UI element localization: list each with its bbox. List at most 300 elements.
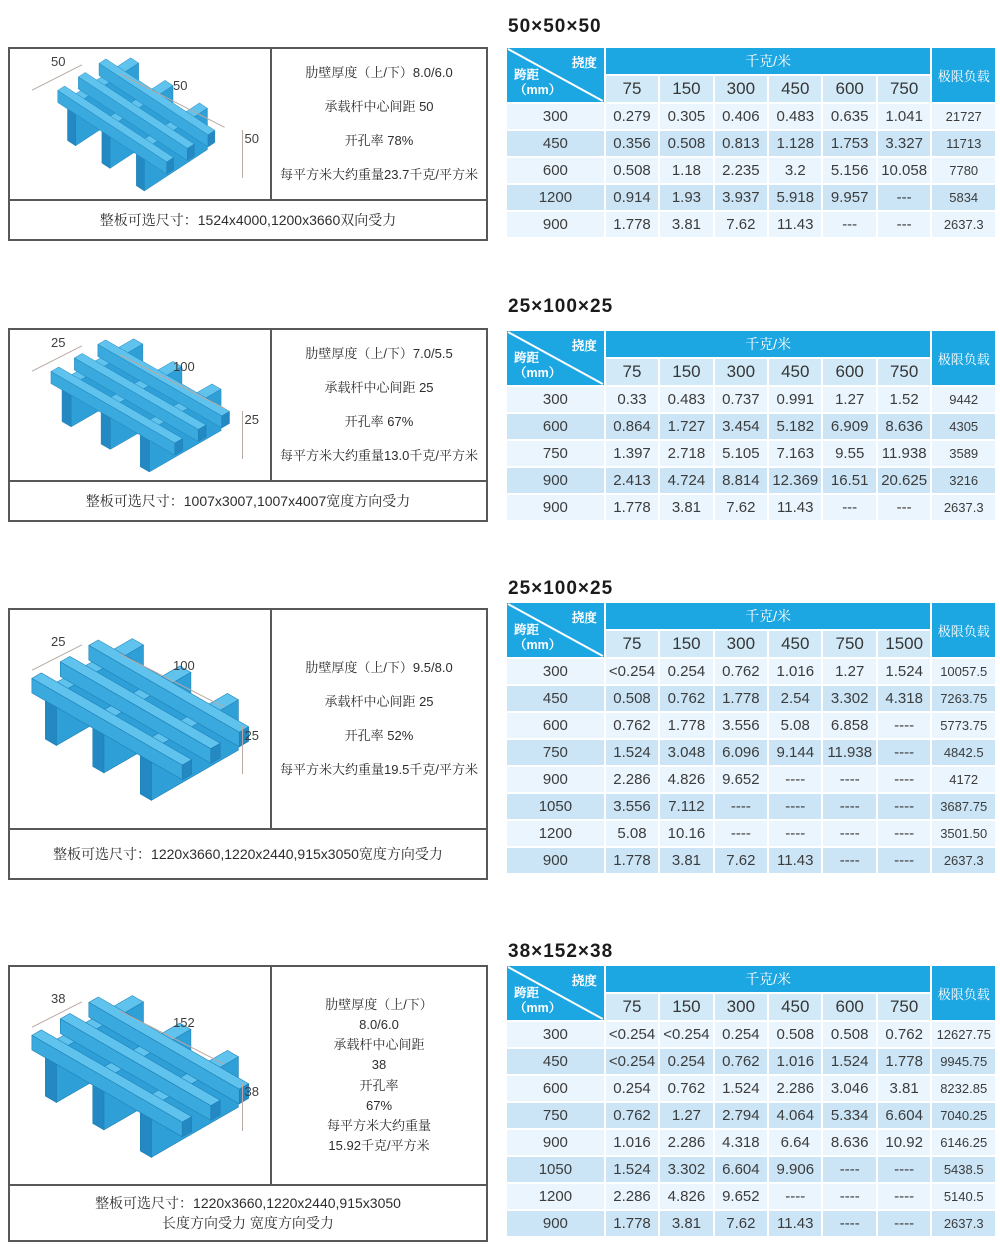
span-cell: 600 bbox=[507, 414, 604, 439]
span-cell: 1050 bbox=[507, 1157, 604, 1182]
deflection-value-cell: 1.397 bbox=[606, 441, 658, 466]
deflection-value-cell: ---- bbox=[769, 767, 821, 792]
span-header: 跨距 （mm） bbox=[514, 68, 562, 97]
ultimate-load-cell: 10057.5 bbox=[932, 659, 995, 684]
deflection-value-cell: 0.762 bbox=[606, 1103, 658, 1128]
ultimate-load-cell: 12627.75 bbox=[932, 1022, 995, 1047]
deflection-column-header: 600 bbox=[823, 76, 875, 102]
span-header: 跨距 （mm） bbox=[514, 351, 562, 380]
deflection-value-cell: 2.286 bbox=[660, 1130, 712, 1155]
spec-line: 肋壁厚度（上/下）9.5/8.0 bbox=[305, 659, 453, 675]
deflection-value-cell: 0.508 bbox=[660, 131, 712, 156]
deflection-value-cell: 1.524 bbox=[606, 740, 658, 765]
deflection-value-cell: 4.826 bbox=[660, 1184, 712, 1209]
deflection-value-cell: 0.254 bbox=[606, 1076, 658, 1101]
ultimate-load-cell: 6146.25 bbox=[932, 1130, 995, 1155]
dimension-label: 25 bbox=[244, 412, 259, 427]
deflection-column-header: 75 bbox=[606, 76, 658, 102]
spec-panel bbox=[8, 47, 488, 241]
deflection-column-header: 1500 bbox=[878, 631, 931, 657]
deflection-value-cell: 2.286 bbox=[606, 1184, 658, 1209]
deflection-column-header: 75 bbox=[606, 631, 658, 657]
deflection-value-cell: 1.93 bbox=[660, 185, 712, 210]
spec-panel bbox=[8, 328, 488, 522]
deflection-value-cell: 0.356 bbox=[606, 131, 658, 156]
deflection-value-cell: 1.778 bbox=[606, 495, 658, 520]
deflection-value-cell: 0.254 bbox=[660, 1049, 712, 1074]
deflection-column-header: 450 bbox=[769, 76, 821, 102]
ultimate-load-cell: 2637.3 bbox=[932, 848, 995, 873]
table-row bbox=[507, 1022, 995, 1047]
span-cell: 450 bbox=[507, 1049, 604, 1074]
deflection-value-cell: 0.635 bbox=[823, 104, 875, 129]
dimension-label: 50 bbox=[51, 54, 66, 69]
deflection-value-cell: 1.778 bbox=[606, 212, 658, 237]
deflection-value-cell: ---- bbox=[878, 1157, 931, 1182]
ultimate-load-cell: 2637.3 bbox=[932, 495, 995, 520]
deflection-value-cell: 1.27 bbox=[823, 387, 875, 412]
load-table bbox=[505, 46, 997, 239]
grating-diagram-image bbox=[21, 54, 259, 194]
deflection-value-cell: 3.556 bbox=[606, 794, 658, 819]
deflection-value-cell: ---- bbox=[878, 767, 931, 792]
deflection-value-cell: 0.762 bbox=[660, 686, 712, 711]
deflection-value-cell: 9.906 bbox=[769, 1157, 821, 1182]
deflection-value-cell: 1.524 bbox=[878, 659, 931, 684]
deflection-value-cell: 3.327 bbox=[878, 131, 931, 156]
span-cell: 1200 bbox=[507, 1184, 604, 1209]
span-cell: 450 bbox=[507, 686, 604, 711]
ultimate-load-cell: 4172 bbox=[932, 767, 995, 792]
deflection-value-cell: <0.254 bbox=[606, 1022, 658, 1047]
table-row bbox=[507, 131, 995, 156]
deflection-value-cell: 1.041 bbox=[878, 104, 931, 129]
deflection-value-cell: 4.826 bbox=[660, 767, 712, 792]
deflection-value-cell: 2.54 bbox=[769, 686, 821, 711]
deflection-value-cell: 0.914 bbox=[606, 185, 658, 210]
ultimate-load-cell: 21727 bbox=[932, 104, 995, 129]
deflection-column-header: 300 bbox=[715, 994, 767, 1020]
deflection-value-cell: ---- bbox=[823, 1211, 875, 1236]
ultimate-load-cell: 7040.25 bbox=[932, 1103, 995, 1128]
deflection-column-header: 450 bbox=[769, 359, 821, 385]
span-cell: 750 bbox=[507, 740, 604, 765]
span-cell: 900 bbox=[507, 848, 604, 873]
span-header: 跨距 （mm） bbox=[514, 986, 562, 1015]
deflection-header: 挠度 bbox=[571, 611, 597, 625]
table-row bbox=[507, 713, 995, 738]
deflection-column-header: 150 bbox=[660, 994, 712, 1020]
deflection-value-cell: 1.778 bbox=[878, 1049, 931, 1074]
deflection-value-cell: 3.454 bbox=[715, 414, 767, 439]
spec-line: 承载杆中心间距 25 bbox=[324, 379, 434, 395]
table-row bbox=[507, 212, 995, 237]
grating-diagram-image bbox=[21, 634, 259, 804]
deflection-value-cell: --- bbox=[823, 212, 875, 237]
deflection-value-cell: 8.636 bbox=[878, 414, 931, 439]
ultimate-load-header: 极限负载 bbox=[932, 48, 995, 102]
table-row bbox=[507, 1103, 995, 1128]
spec-line: 肋壁厚度（上/下）8.0/6.0 bbox=[305, 64, 453, 80]
deflection-column-header: 600 bbox=[823, 994, 875, 1020]
spec-line: 承载杆中心间距 25 bbox=[324, 693, 434, 709]
deflection-value-cell: 0.508 bbox=[606, 158, 658, 183]
deflection-value-cell: 0.991 bbox=[769, 387, 821, 412]
ultimate-load-cell: 3589 bbox=[932, 441, 995, 466]
table-corner-cell bbox=[507, 48, 604, 102]
diagram-area bbox=[10, 610, 272, 828]
spec-line: 每平方米大约重量13.0千克/平方米 bbox=[280, 448, 478, 464]
diagram-area bbox=[10, 967, 272, 1184]
table-row bbox=[507, 414, 995, 439]
table-row bbox=[507, 158, 995, 183]
table-corner-cell bbox=[507, 603, 604, 657]
span-cell: 1200 bbox=[507, 185, 604, 210]
deflection-value-cell: 6.64 bbox=[769, 1130, 821, 1155]
deflection-value-cell: 12.369 bbox=[769, 468, 821, 493]
ultimate-load-cell: 3216 bbox=[932, 468, 995, 493]
deflection-value-cell: ---- bbox=[823, 821, 875, 846]
table-row bbox=[507, 1211, 995, 1236]
dimension-line bbox=[242, 726, 243, 774]
deflection-value-cell: <0.254 bbox=[606, 1049, 658, 1074]
panel-note bbox=[10, 1184, 486, 1240]
deflection-value-cell: ---- bbox=[769, 821, 821, 846]
deflection-value-cell: ---- bbox=[769, 1184, 821, 1209]
table-row bbox=[507, 1049, 995, 1074]
table-row bbox=[507, 1076, 995, 1101]
deflection-value-cell: 6.604 bbox=[878, 1103, 931, 1128]
table-row bbox=[507, 441, 995, 466]
spec-line: 每平方米大约重量23.7千克/平方米 bbox=[280, 167, 478, 183]
deflection-value-cell: 6.858 bbox=[823, 713, 875, 738]
deflection-value-cell: 5.918 bbox=[769, 185, 821, 210]
span-cell: 300 bbox=[507, 659, 604, 684]
deflection-column-header: 450 bbox=[769, 631, 821, 657]
deflection-value-cell: 0.254 bbox=[660, 659, 712, 684]
deflection-column-header: 150 bbox=[660, 359, 712, 385]
deflection-value-cell: 0.737 bbox=[715, 387, 767, 412]
deflection-value-cell: 5.08 bbox=[769, 713, 821, 738]
deflection-value-cell: --- bbox=[878, 212, 931, 237]
span-cell: 600 bbox=[507, 1076, 604, 1101]
ultimate-load-cell: 7780 bbox=[932, 158, 995, 183]
span-cell: 300 bbox=[507, 1022, 604, 1047]
deflection-value-cell: 1.727 bbox=[660, 414, 712, 439]
deflection-value-cell: ---- bbox=[823, 767, 875, 792]
deflection-value-cell: ---- bbox=[878, 821, 931, 846]
ultimate-load-cell: 8232.85 bbox=[932, 1076, 995, 1101]
deflection-value-cell: 1.524 bbox=[823, 1049, 875, 1074]
span-cell: 1050 bbox=[507, 794, 604, 819]
deflection-value-cell: 0.254 bbox=[715, 1022, 767, 1047]
deflection-value-cell: 0.762 bbox=[660, 1076, 712, 1101]
table-corner-cell bbox=[507, 966, 604, 1020]
deflection-value-cell: ---- bbox=[823, 794, 875, 819]
panel-note bbox=[10, 199, 486, 239]
deflection-value-cell: 7.62 bbox=[715, 1211, 767, 1236]
table-row bbox=[507, 1157, 995, 1182]
deflection-value-cell: 1.524 bbox=[606, 1157, 658, 1182]
span-cell: 600 bbox=[507, 713, 604, 738]
deflection-value-cell: ---- bbox=[823, 1184, 875, 1209]
spec-line: 8.0/6.0 bbox=[359, 1016, 399, 1032]
deflection-value-cell: 10.058 bbox=[878, 158, 931, 183]
ultimate-load-header: 极限负载 bbox=[932, 331, 995, 385]
span-cell: 900 bbox=[507, 212, 604, 237]
deflection-value-cell: 0.508 bbox=[606, 686, 658, 711]
deflection-column-header: 75 bbox=[606, 994, 658, 1020]
deflection-value-cell: ---- bbox=[878, 1211, 931, 1236]
deflection-value-cell: 3.81 bbox=[660, 495, 712, 520]
table-row bbox=[507, 495, 995, 520]
ultimate-load-cell: 7263.75 bbox=[932, 686, 995, 711]
deflection-value-cell: 4.064 bbox=[769, 1103, 821, 1128]
deflection-value-cell: 0.762 bbox=[715, 659, 767, 684]
table-row bbox=[507, 767, 995, 792]
table-row bbox=[507, 848, 995, 873]
dimension-label: 25 bbox=[244, 727, 259, 743]
deflection-column-header: 150 bbox=[660, 631, 712, 657]
deflection-value-cell: 9.144 bbox=[769, 740, 821, 765]
deflection-header: 挠度 bbox=[571, 56, 597, 70]
ultimate-load-cell: 4305 bbox=[932, 414, 995, 439]
ultimate-load-cell: 3501.50 bbox=[932, 821, 995, 846]
table-row bbox=[507, 104, 995, 129]
table-row bbox=[507, 468, 995, 493]
deflection-value-cell: 9.957 bbox=[823, 185, 875, 210]
table-row bbox=[507, 1130, 995, 1155]
span-cell: 900 bbox=[507, 1130, 604, 1155]
deflection-column-header: 150 bbox=[660, 76, 712, 102]
deflection-value-cell: 0.483 bbox=[660, 387, 712, 412]
span-cell: 900 bbox=[507, 468, 604, 493]
deflection-value-cell: 2.286 bbox=[769, 1076, 821, 1101]
grating-diagram-image bbox=[21, 991, 259, 1161]
deflection-value-cell: 3.048 bbox=[660, 740, 712, 765]
ultimate-load-cell: 9442 bbox=[932, 387, 995, 412]
deflection-value-cell: ---- bbox=[878, 794, 931, 819]
size-title: 38×152×38 bbox=[508, 941, 614, 962]
deflection-value-cell: 0.813 bbox=[715, 131, 767, 156]
size-title: 25×100×25 bbox=[508, 296, 614, 317]
deflection-value-cell: 4.724 bbox=[660, 468, 712, 493]
deflection-value-cell: 9.55 bbox=[823, 441, 875, 466]
dimension-label: 100 bbox=[173, 658, 195, 673]
span-header: 跨距 （mm） bbox=[514, 623, 562, 652]
deflection-value-cell: --- bbox=[878, 185, 931, 210]
deflection-value-cell: ---- bbox=[878, 848, 931, 873]
deflection-value-cell: 1.778 bbox=[606, 1211, 658, 1236]
deflection-value-cell: 16.51 bbox=[823, 468, 875, 493]
span-cell: 900 bbox=[507, 1211, 604, 1236]
deflection-value-cell: ---- bbox=[878, 1184, 931, 1209]
table-row bbox=[507, 821, 995, 846]
deflection-value-cell: 9.652 bbox=[715, 767, 767, 792]
deflection-value-cell: 10.16 bbox=[660, 821, 712, 846]
spec-list bbox=[272, 967, 486, 1184]
spec-line: 肋壁厚度（上/下） bbox=[325, 996, 433, 1012]
span-cell: 900 bbox=[507, 767, 604, 792]
deflection-value-cell: 3.81 bbox=[660, 848, 712, 873]
size-title: 50×50×50 bbox=[508, 16, 602, 37]
deflection-value-cell: 3.81 bbox=[878, 1076, 931, 1101]
ultimate-load-cell: 5834 bbox=[932, 185, 995, 210]
dimension-label: 152 bbox=[173, 1014, 195, 1030]
dimension-label: 25 bbox=[51, 335, 66, 350]
deflection-value-cell: --- bbox=[878, 495, 931, 520]
table-row bbox=[507, 686, 995, 711]
spec-line: 每平方米大约重量 bbox=[326, 1118, 431, 1133]
deflection-value-cell: 5.156 bbox=[823, 158, 875, 183]
deflection-value-cell: 1.524 bbox=[715, 1076, 767, 1101]
dimension-line bbox=[242, 411, 243, 459]
load-table bbox=[505, 329, 997, 522]
deflection-value-cell: 0.864 bbox=[606, 414, 658, 439]
deflection-value-cell: 8.814 bbox=[715, 468, 767, 493]
spec-list bbox=[272, 330, 486, 480]
deflection-value-cell: 6.604 bbox=[715, 1157, 767, 1182]
diagram-area bbox=[10, 49, 272, 199]
spec-line: 开孔率 52% bbox=[344, 728, 414, 743]
table-row bbox=[507, 794, 995, 819]
dimension-label: 50 bbox=[244, 131, 259, 146]
deflection-value-cell: ---- bbox=[715, 794, 767, 819]
table-row bbox=[507, 387, 995, 412]
deflection-value-cell: 0.305 bbox=[660, 104, 712, 129]
deflection-column-header: 750 bbox=[878, 994, 931, 1020]
deflection-column-header: 750 bbox=[823, 631, 875, 657]
deflection-value-cell: 9.652 bbox=[715, 1184, 767, 1209]
deflection-value-cell: 1.778 bbox=[715, 686, 767, 711]
deflection-column-header: 450 bbox=[769, 994, 821, 1020]
deflection-value-cell: 7.62 bbox=[715, 848, 767, 873]
dimension-label: 38 bbox=[51, 990, 66, 1006]
deflection-value-cell: 1.016 bbox=[769, 1049, 821, 1074]
deflection-value-cell: 0.508 bbox=[823, 1022, 875, 1047]
deflection-value-cell: 3.556 bbox=[715, 713, 767, 738]
deflection-value-cell: 1.52 bbox=[878, 387, 931, 412]
deflection-value-cell: ---- bbox=[715, 821, 767, 846]
spec-list bbox=[272, 610, 486, 828]
deflection-value-cell: 1.27 bbox=[823, 659, 875, 684]
deflection-value-cell: 7.163 bbox=[769, 441, 821, 466]
spec-panel bbox=[8, 965, 488, 1242]
deflection-value-cell: ---- bbox=[823, 848, 875, 873]
deflection-column-header: 600 bbox=[823, 359, 875, 385]
deflection-value-cell: 0.279 bbox=[606, 104, 658, 129]
ultimate-load-cell: 5140.5 bbox=[932, 1184, 995, 1209]
deflection-column-header: 300 bbox=[715, 359, 767, 385]
deflection-value-cell: 11.43 bbox=[769, 212, 821, 237]
deflection-value-cell: 3.81 bbox=[660, 212, 712, 237]
deflection-value-cell: 1.016 bbox=[769, 659, 821, 684]
deflection-value-cell: 0.762 bbox=[715, 1049, 767, 1074]
deflection-value-cell: 2.286 bbox=[606, 767, 658, 792]
deflection-value-cell: 0.483 bbox=[769, 104, 821, 129]
panel-note bbox=[10, 828, 486, 878]
deflection-value-cell: 3.81 bbox=[660, 1211, 712, 1236]
deflection-value-cell: 1.778 bbox=[606, 848, 658, 873]
deflection-column-header: 300 bbox=[715, 631, 767, 657]
ultimate-load-cell: 11713 bbox=[932, 131, 995, 156]
ultimate-load-cell: 5438.5 bbox=[932, 1157, 995, 1182]
kg-per-m-header: 千克/米 bbox=[606, 48, 931, 74]
spec-line: 15.92千克/平方米 bbox=[328, 1138, 430, 1154]
deflection-value-cell: 6.909 bbox=[823, 414, 875, 439]
dimension-label: 50 bbox=[173, 78, 188, 93]
deflection-value-cell: 1.016 bbox=[606, 1130, 658, 1155]
deflection-value-cell: 11.43 bbox=[769, 848, 821, 873]
panel-note-line: 整板可选尺寸：1007x3007,1007x4007宽度方向受力 bbox=[85, 492, 411, 509]
spec-line: 67% bbox=[365, 1097, 393, 1113]
deflection-value-cell: 1.128 bbox=[769, 131, 821, 156]
deflection-value-cell: 11.43 bbox=[769, 1211, 821, 1236]
deflection-value-cell: 7.62 bbox=[715, 212, 767, 237]
ultimate-load-cell: 3687.75 bbox=[932, 794, 995, 819]
deflection-value-cell: 0.406 bbox=[715, 104, 767, 129]
deflection-value-cell: 0.762 bbox=[878, 1022, 931, 1047]
span-cell: 750 bbox=[507, 441, 604, 466]
deflection-value-cell: 5.08 bbox=[606, 821, 658, 846]
deflection-value-cell: 1.753 bbox=[823, 131, 875, 156]
kg-per-m-header: 千克/米 bbox=[606, 603, 931, 629]
spec-line: 肋壁厚度（上/下）7.0/5.5 bbox=[305, 345, 453, 361]
deflection-value-cell: ---- bbox=[769, 794, 821, 819]
spec-list bbox=[272, 49, 486, 199]
deflection-value-cell: 3.2 bbox=[769, 158, 821, 183]
deflection-value-cell: 7.112 bbox=[660, 794, 712, 819]
span-cell: 900 bbox=[507, 495, 604, 520]
load-table bbox=[505, 964, 997, 1238]
deflection-header: 挠度 bbox=[571, 974, 597, 988]
spec-line: 开孔率 78% bbox=[344, 133, 414, 148]
deflection-value-cell: <0.254 bbox=[606, 659, 658, 684]
load-table bbox=[505, 601, 997, 875]
kg-per-m-header: 千克/米 bbox=[606, 966, 931, 992]
panel-note bbox=[10, 480, 486, 520]
span-cell: 750 bbox=[507, 1103, 604, 1128]
deflection-value-cell: 3.937 bbox=[715, 185, 767, 210]
table-row bbox=[507, 659, 995, 684]
deflection-header: 挠度 bbox=[571, 339, 597, 353]
deflection-value-cell: ---- bbox=[823, 1157, 875, 1182]
deflection-column-header: 75 bbox=[606, 359, 658, 385]
ultimate-load-cell: 2637.3 bbox=[932, 1211, 995, 1236]
deflection-column-header: 750 bbox=[878, 76, 931, 102]
ultimate-load-cell: 5773.75 bbox=[932, 713, 995, 738]
table-corner-cell bbox=[507, 331, 604, 385]
deflection-value-cell: --- bbox=[823, 495, 875, 520]
deflection-value-cell: 10.92 bbox=[878, 1130, 931, 1155]
table-row bbox=[507, 185, 995, 210]
span-cell: 1200 bbox=[507, 821, 604, 846]
deflection-value-cell: 2.235 bbox=[715, 158, 767, 183]
deflection-value-cell: 2.718 bbox=[660, 441, 712, 466]
spec-line: 承载杆中心间距 50 bbox=[324, 98, 434, 114]
spec-panel bbox=[8, 608, 488, 880]
deflection-column-header: 300 bbox=[715, 76, 767, 102]
table-row bbox=[507, 1184, 995, 1209]
spec-line: 开孔率 67% bbox=[344, 414, 414, 429]
spec-line: 承载杆中心间距 bbox=[333, 1037, 425, 1052]
deflection-value-cell: 0.33 bbox=[606, 387, 658, 412]
deflection-value-cell: 2.413 bbox=[606, 468, 658, 493]
deflection-value-cell: 8.636 bbox=[823, 1130, 875, 1155]
spec-line: 开孔率 bbox=[359, 1077, 399, 1093]
deflection-value-cell: 7.62 bbox=[715, 495, 767, 520]
deflection-value-cell: 5.334 bbox=[823, 1103, 875, 1128]
